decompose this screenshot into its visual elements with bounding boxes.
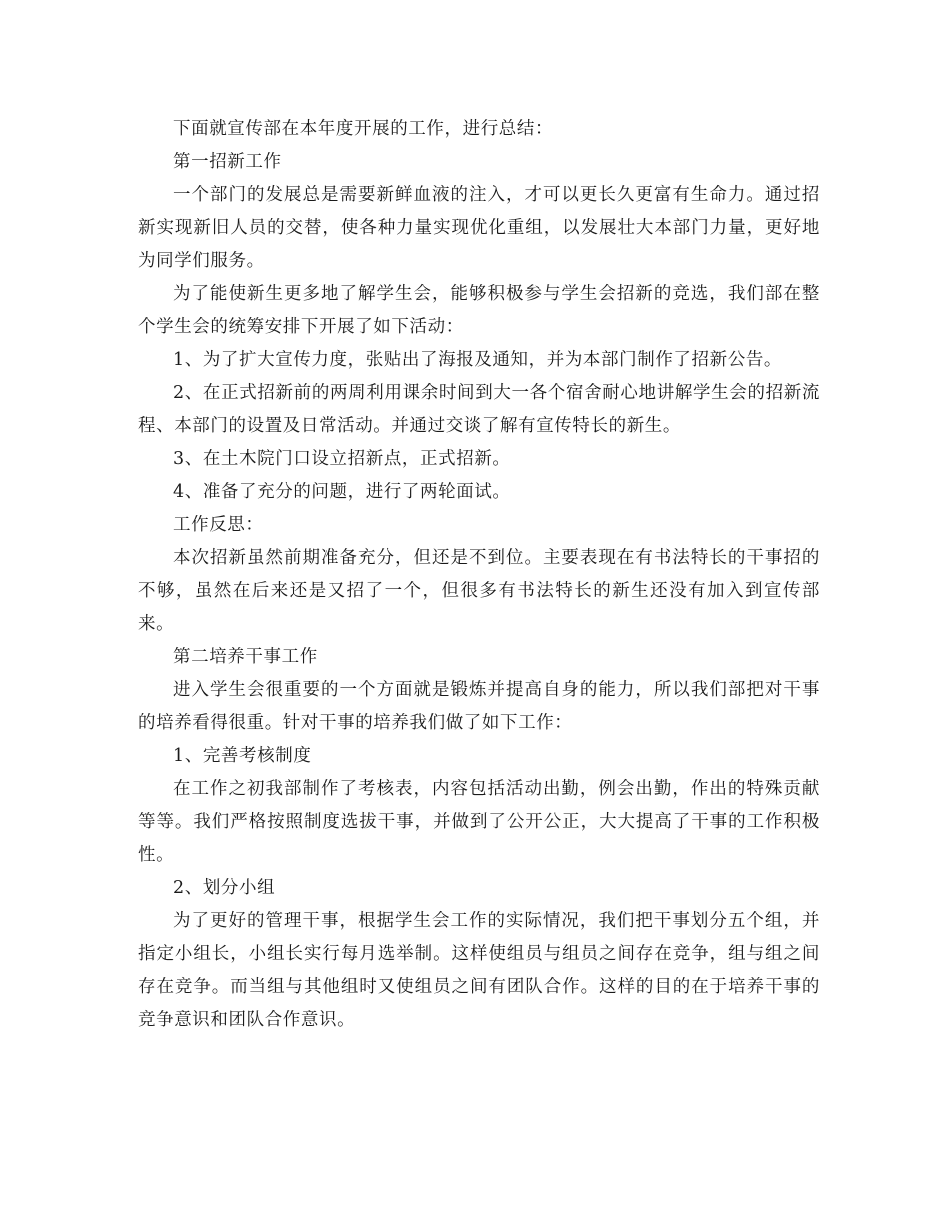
list-item: 1、为了扩大宣传力度，张贴出了海报及通知，并为本部门制作了招新公告。 — [173, 350, 783, 370]
body-paragraph: 在工作之初我部制作了考核表，内容包括活动出勤，例会出勤，作出的特殊贡献等等。我们严格按照制度选拔干事，并做到了公开公正，大大提高了干事的工作积极性。 — [138, 779, 820, 865]
list-item: 1、完善考核制度 — [173, 746, 312, 766]
list-item: 4、准备了充分的问题，进行了两轮面试。 — [173, 482, 511, 502]
document-body — [138, 113, 820, 1037]
list-item: 2、划分小组 — [173, 878, 276, 898]
body-paragraph: 进入学生会很重要的一个方面就是锻炼并提高自身的能力，所以我们部把对干事的培养看得很重。针对干事的培养我们做了如下工作： — [138, 680, 820, 733]
body-paragraph: 一个部门的发展总是需要新鲜血液的注入，才可以更长久更富有生命力。通过招新实现新旧人员的交替，使各种力量实现优化重组，以发展壮大本部门力量，更好地为同学们服务。 — [138, 185, 820, 271]
list-item: 3、在土木院门口设立招新点，正式招新。 — [173, 449, 511, 469]
body-paragraph: 为了更好的管理干事，根据学生会工作的实际情况，我们把干事划分五个组，并指定小组长，小组长实行每月选举制。这样使组员与组员之间存在竞争，组与组之间存在竞争。而当组与其他组时又使组员之间有团队合作。这样的目的在于培养干事的竞争意识和团队合作意识。 — [138, 911, 820, 1030]
body-paragraph: 为了能使新生更多地了解学生会，能够积极参与学生会招新的竞选，我们部在整个学生会的统筹安排下开展了如下活动： — [138, 284, 820, 337]
section-heading-training: 第二培养干事工作 — [173, 647, 318, 667]
section-heading-recruitment: 第一招新工作 — [173, 152, 282, 172]
subheading-reflection: 工作反思： — [173, 515, 264, 535]
list-item: 2、在正式招新前的两周利用课余时间到大一各个宿舍耐心地讲解学生会的招新流程、本部门的设置及日常活动。并通过交谈了解有宣传特长的新生。 — [138, 383, 820, 436]
intro-paragraph: 下面就宣传部在本年度开展的工作，进行总结： — [173, 119, 554, 139]
body-paragraph: 本次招新虽然前期准备充分，但还是不到位。主要表现在有书法特长的干事招的不够，虽然在后来还是又招了一个，但很多有书法特长的新生还没有加入到宣传部来。 — [138, 548, 820, 634]
